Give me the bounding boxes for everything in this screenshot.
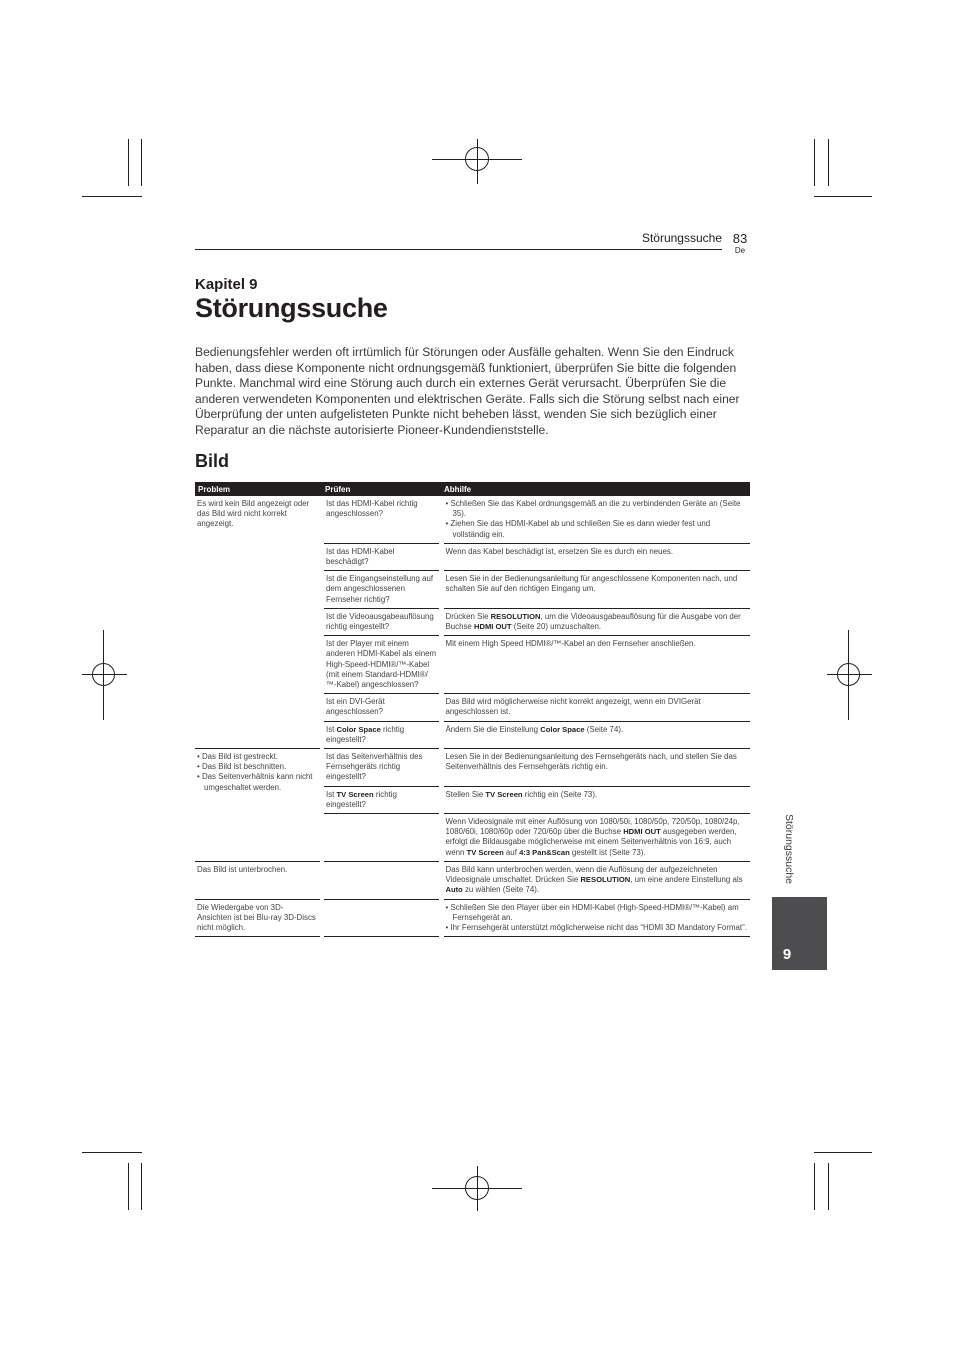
table-row: [195, 861, 750, 899]
button-name: RESOLUTION: [580, 875, 631, 885]
check-cell: Ist ein DVI-Gerät angeschlossen?: [322, 694, 441, 721]
chapter-tab-number: 9: [782, 946, 792, 963]
table-row: [195, 496, 750, 543]
side-section-label: [781, 810, 795, 890]
jack-name: HDMI OUT: [474, 622, 512, 632]
remedy-text: Das Bild kann unterbrochen werden, wenn die Auflösung der aufgezeichneten Videosignale umschaltet. Drücken Sie: [445, 864, 718, 885]
check-cell: Ist der Player mit einem anderen HDMI-Kabel als einem High-Speed-HDMI®/™-Kabel (mit einem Standard-HDMI®/™-Kabel) angeschlossen?: [322, 636, 441, 694]
jack-name: HDMI OUT: [623, 827, 661, 837]
remedy-cell: [441, 861, 750, 899]
remedy-text: Drücken Sie: [445, 611, 491, 621]
problem-text: Das Seitenverhältnis kann nicht umgeschaltet werden.: [201, 772, 313, 792]
remedy-text: zu wählen (Seite 74).: [462, 885, 540, 895]
check-cell: [322, 861, 441, 899]
setting-name: Color Space: [540, 724, 585, 734]
remedy-cell: [441, 496, 750, 543]
check-text: Ist: [326, 724, 337, 734]
problem-cell: [195, 749, 322, 862]
table-row: [195, 749, 750, 787]
remedy-cell: [441, 814, 750, 862]
list-item: • Ziehen Sie das HDMI-Kabel ab und schließen Sie es dann wieder fest und vollständig ein.: [445, 519, 711, 539]
column-header-remedy: Abhilfe: [441, 482, 750, 496]
remedy-cell: [441, 608, 750, 635]
list-item: • Ihr Fernsehgerät unterstützt möglicherweise nicht das “HDMI 3D Mandatory Format”.: [445, 922, 747, 932]
check-cell: Ist die Eingangseinstellung auf dem angeschlossenen Fernseher richtig?: [322, 571, 441, 609]
problem-cell: Es wird kein Bild angezeigt oder das Bild wird nicht korrekt angezeigt.: [195, 496, 322, 749]
check-cell: Ist das HDMI-Kabel beschädigt?: [322, 543, 441, 570]
setting-name: TV Screen: [466, 847, 504, 857]
remedy-text: richtig ein (Seite 73).: [522, 789, 598, 799]
remedy-text: Schließen Sie den Player über ein HDMI-Kabel (High-Speed-HDMI®/™-Kabel) am Fernsehgerät an.: [450, 902, 739, 922]
remedy-text: Ziehen Sie das HDMI-Kabel ab und schließen Sie es dann wieder fest und vollständig ein.: [450, 519, 711, 539]
remedy-text: (Seite 74).: [584, 724, 624, 734]
setting-name: TV Screen: [336, 789, 374, 799]
button-name: RESOLUTION: [490, 611, 541, 621]
remedy-cell: Lesen Sie in der Bedienungsanleitung für angeschlossene Komponenten nach, und schalten Sie auf den richtigen Eingang um.: [441, 571, 750, 609]
problem-cell: Das Bild ist unterbrochen.: [195, 861, 322, 899]
setting-name: Color Space: [336, 724, 381, 734]
column-header-problem: Problem: [195, 482, 322, 496]
setting-value: 4:3 Pan&Scan: [519, 847, 570, 857]
check-cell: Ist das HDMI-Kabel richtig angeschlossen?: [322, 496, 441, 543]
table-row: [195, 899, 750, 937]
check-text: Ist: [326, 789, 337, 799]
remedy-text: , um die Videoausgabeauflösung für die Ausgabe von der Buchse: [445, 611, 741, 632]
intro-paragraph: Bedienungsfehler werden oft irrtümlich für Störungen oder Ausfälle gehalten. Wenn Sie den Eindruck haben, dass diese Komponente nicht ordnungsgemäß funktioniert, überprüfen Sie bitte die folgenden Punkte. Manchmal wird eine Störung auch durch ein externes Gerät verursacht. Überprüfen Sie die anderen verwendeten Komponenten und elektrischen Geräte. Falls sich die Störung selbst nach einer Überprüfung der unten aufgelisteten Punkte nicht beheben lässt, wenden Sie sich bezüglich einer Reparatur an die nächste autorisierte Pioneer-Kundendienststelle.: [195, 345, 740, 437]
problem-cell: Die Wiedergabe von 3D-Ansichten ist bei Blu-ray 3D-Discs nicht möglich.: [195, 899, 322, 937]
remedy-text: Ändern Sie die Einstellung: [445, 724, 541, 734]
header-rule: [195, 249, 722, 250]
remedy-cell: [441, 786, 750, 813]
setting-name: TV Screen: [485, 789, 523, 799]
problem-text: Das Bild ist gestreckt.: [201, 752, 278, 762]
check-text: richtig eingestellt?: [326, 724, 405, 744]
remedy-text: auf: [503, 847, 520, 857]
remedy-text: Schließen Sie das Kabel ordnungsgemäß an die zu verbindenden Geräte an (Seite 35).: [450, 499, 741, 519]
table-header-row: [195, 482, 750, 496]
remedy-text: gestellt ist (Seite 73).: [569, 847, 646, 857]
page-number: 83: [732, 231, 748, 246]
remedy-cell: [441, 721, 750, 748]
list-item: • Das Bild ist gestreckt.: [197, 752, 278, 762]
check-cell: Ist das Seitenverhältnis des Fernsehgeräts richtig eingestellt?: [322, 749, 441, 787]
list-item: • Schließen Sie das Kabel ordnungsgemäß an die zu verbindenden Geräte an (Seite 35).: [445, 499, 741, 519]
check-cell: [322, 721, 441, 748]
remedy-cell: Das Bild wird möglicherweise nicht korrekt angezeigt, wenn ein DVIGerät angeschlossen ist.: [441, 694, 750, 721]
check-text: richtig eingestellt?: [326, 789, 397, 809]
remedy-cell: [441, 899, 750, 937]
remedy-text: Wenn Videosignale mit einer Auflösung von 1080/50i, 1080/50p, 720/50p, 1080/24p, 1080/60i, 1080/60p oder 720/60p über die Buchse: [445, 817, 740, 837]
remedy-cell: Wenn das Kabel beschädigt ist, ersetzen Sie es durch ein neues.: [441, 543, 750, 570]
remedy-text: (Seite 20) umzuschalten.: [511, 622, 602, 632]
list-item: • Das Bild ist beschnitten.: [197, 762, 287, 772]
remedy-cell: Lesen Sie in der Bedienungsanleitung des Fernsehgeräts nach, und stellen Sie das Seitenverhältnis des Fernsehgeräts richtig ein.: [441, 749, 750, 787]
remedy-text: Ihr Fernsehgerät unterstützt möglicherweise nicht das “HDMI 3D Mandatory Format”.: [450, 922, 747, 932]
language-code: De: [734, 246, 746, 255]
troubleshooting-table: [195, 482, 750, 937]
check-cell: [322, 786, 441, 813]
running-header: [195, 231, 750, 261]
header-section-title: Störungssuche: [641, 231, 722, 245]
check-cell: [322, 814, 441, 862]
remedy-text: Stellen Sie: [445, 789, 486, 799]
remedy-text: , um eine andere Einstellung als: [630, 875, 743, 885]
remedy-cell: Mit einem High Speed HDMI®/™-Kabel an den Fernseher anschließen.: [441, 636, 750, 694]
remedy-text: ausgegeben werden, erfolgt die Bildausgabe möglicherweise mit einem Seitenverhältnis von 16:9, auch wenn: [445, 827, 737, 857]
side-label-text: Störungssuche: [783, 813, 795, 885]
setting-value: Auto: [445, 885, 463, 895]
column-header-check: Prüfen: [322, 482, 441, 496]
list-item: • Schließen Sie den Player über ein HDMI-Kabel (High-Speed-HDMI®/™-Kabel) am Fernsehgerät an.: [445, 902, 739, 922]
problem-text: Das Bild ist beschnitten.: [201, 762, 287, 772]
chapter-label: Kapitel 9: [195, 276, 258, 293]
chapter-title: Störungssuche: [195, 293, 388, 323]
check-cell: [322, 899, 441, 937]
check-cell: Ist die Videoausgabeauflösung richtig eingestellt?: [322, 608, 441, 635]
section-title: Bild: [195, 451, 229, 471]
list-item: • Das Seitenverhältnis kann nicht umgeschaltet werden.: [197, 772, 313, 792]
